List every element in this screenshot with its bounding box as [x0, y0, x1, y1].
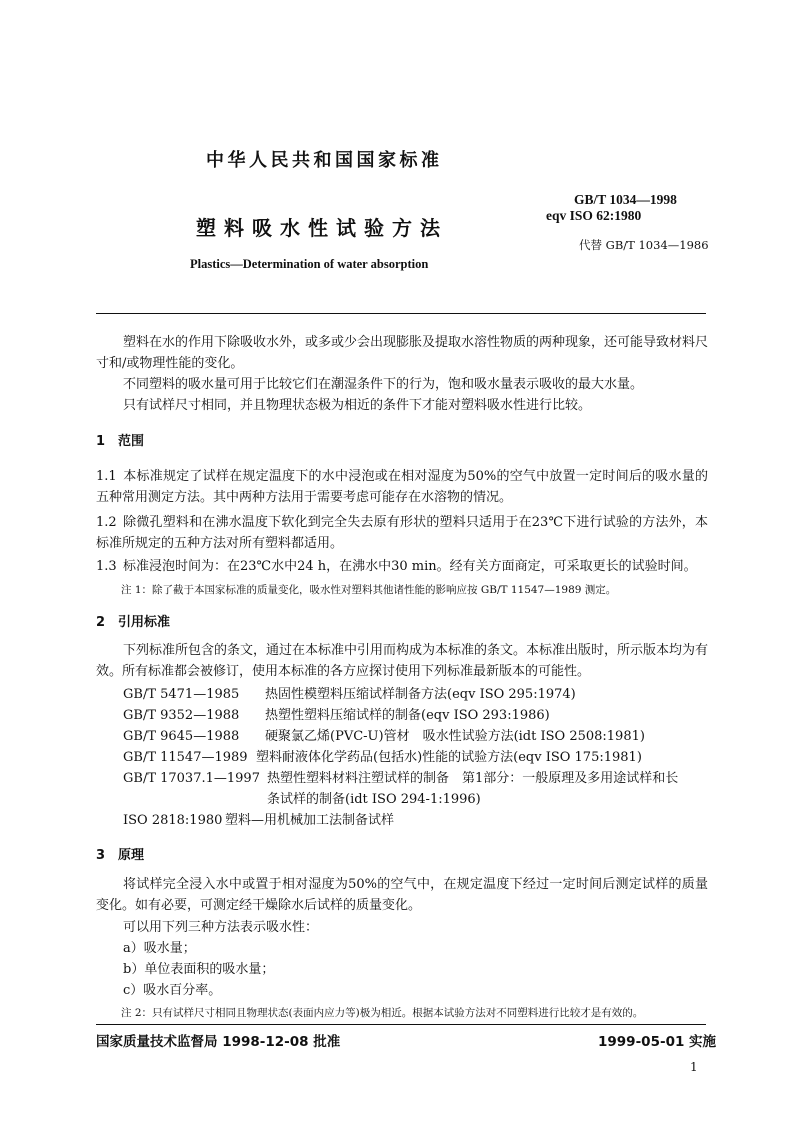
reference-title: 塑料—用机械加工法制备试样 [225, 813, 395, 828]
reference-code: ISO 2818:1980 [123, 813, 223, 828]
approval-statement: 国家质量技术监督局 1998-12-08 批准 [96, 1034, 341, 1050]
clause-text: 本标准规定了试样在规定温度下的水中浸泡或在相对湿度为50%的空气中放置一定时间后的吸水量的五种常用测定方法。其中两种方法用于需要考虑可能存在水溶物的情况。 [96, 469, 708, 505]
section-2-heading [96, 612, 170, 633]
clause-1-3 [96, 556, 708, 577]
references-paragraph: 下列标准所包含的条文，通过在本标准中引用而构成为本标准的条文。本标准出版时，所示版本均为有效。所有标准都会被修订，使用本标准的各方应探讨使用下列标准最新版本的可能性。 [96, 643, 709, 679]
intro-paragraph-2: 不同塑料的吸水量可用于比较它们在潮湿条件下的行为，饱和吸水量表示吸收的最大水量。 [123, 377, 644, 392]
reference-code: GB/T 17037.1—1997 [123, 771, 260, 786]
page-number: 1 [690, 1060, 698, 1074]
section-number: 1 [96, 434, 106, 449]
principle-paragraph-2: 可以用下列三种方法表示吸水性： [123, 920, 319, 935]
replaces-standard: 代替 GB/T 1034—1986 [579, 238, 709, 252]
section-number: 2 [96, 615, 106, 630]
clause-number: 1.3 [96, 559, 117, 574]
reference-item [123, 768, 678, 789]
section-title: 引用标准 [118, 615, 171, 630]
reference-code: GB/T 11547—1989 [123, 750, 248, 765]
intro-paragraph-1: 塑料在水的作用下除吸收水外，或多或少会出现膨胀及提取水溶性物质的两种现象，还可能导致材料尺寸和/或物理性能的变化。 [96, 335, 709, 371]
reference-title: 热塑性塑料材料注塑试样的制备 第1部分：一般原理及多用途试样和长 [267, 771, 679, 786]
note-1: 注 1：除了截于本国家标准的质量变化，吸水性对塑料其他诸性能的影响应按 GB/T 11547—1989 测定。 [121, 584, 617, 596]
standard-number: GB/T 1034—1998 [574, 192, 677, 207]
clause-1-1 [96, 466, 708, 508]
footer-divider [96, 1024, 706, 1025]
list-item: b）单位表面积的吸水量； [123, 962, 275, 977]
reference-item [123, 726, 645, 747]
header-divider [96, 313, 706, 314]
list-item: c）吸水百分率。 [123, 983, 222, 998]
reference-code: GB/T 9352—1988 [123, 708, 240, 723]
document-title: 塑料吸水性试验方法 [196, 216, 448, 240]
national-standard-heading: 中华人民共和国国家标准 [206, 150, 443, 171]
reference-code: GB/T 9645—1988 [123, 729, 240, 744]
reference-title: 热固性模塑料压缩试样制备方法(eqv ISO 295:1974) [265, 687, 576, 702]
clause-1-2 [96, 512, 708, 554]
reference-item [123, 810, 394, 831]
reference-item [123, 705, 550, 726]
list-item: a）吸水量； [123, 941, 196, 956]
section-title: 范围 [118, 434, 145, 449]
clause-text: 标准浸泡时间为：在23℃水中24 h，在沸水中30 min。经有关方面商定，可采取更长的试验时间。 [123, 559, 697, 574]
principle-paragraph-1: 将试样完全浸入水中或置于相对湿度为50%的空气中，在规定温度下经过一定时间后测定试样的质量变化。如有必要，可测定经干燥除水后试样的质量变化。 [96, 877, 708, 913]
reference-item [123, 747, 642, 768]
clause-number: 1.1 [96, 469, 117, 484]
reference-title: 塑料耐液体化学药品(包括水)性能的试验方法(eqv ISO 175:1981) [256, 750, 642, 765]
reference-item [123, 684, 576, 705]
effective-date: 1999-05-01 实施 [598, 1034, 717, 1050]
reference-code: GB/T 5471—1985 [123, 687, 240, 702]
reference-title: 热塑性塑料压缩试样的制备(eqv ISO 293:1986) [265, 708, 550, 723]
note-2: 注 2：只有试样尺寸相同且物理状态(表面内应力等)极为相近。根据本试验方法对不同塑料进行比较才是有效的。 [121, 1007, 644, 1019]
section-3-heading [96, 845, 144, 866]
equivalence: eqv ISO 62:1980 [546, 208, 642, 223]
section-number: 3 [96, 848, 106, 863]
intro-paragraph-3: 只有试样尺寸相同，并且物理状态极为相近的条件下才能对塑料吸水性进行比较。 [123, 398, 592, 413]
section-1-heading [96, 431, 144, 452]
reference-continuation: 条试样的制备(idt ISO 294-1:1996) [267, 792, 481, 807]
reference-title: 硬聚氯乙烯(PVC-U)管材 吸水性试验方法(idt ISO 2508:1981) [265, 729, 645, 744]
section-title: 原理 [118, 848, 145, 863]
english-title: Plastics—Determination of water absorption [190, 257, 429, 271]
clause-text: 除微孔塑料和在沸水温度下软化到完全失去原有形状的塑料只适用于在23℃下进行试验的方法外，本标准所规定的五种方法对所有塑料都适用。 [96, 515, 708, 551]
clause-number: 1.2 [96, 515, 117, 530]
